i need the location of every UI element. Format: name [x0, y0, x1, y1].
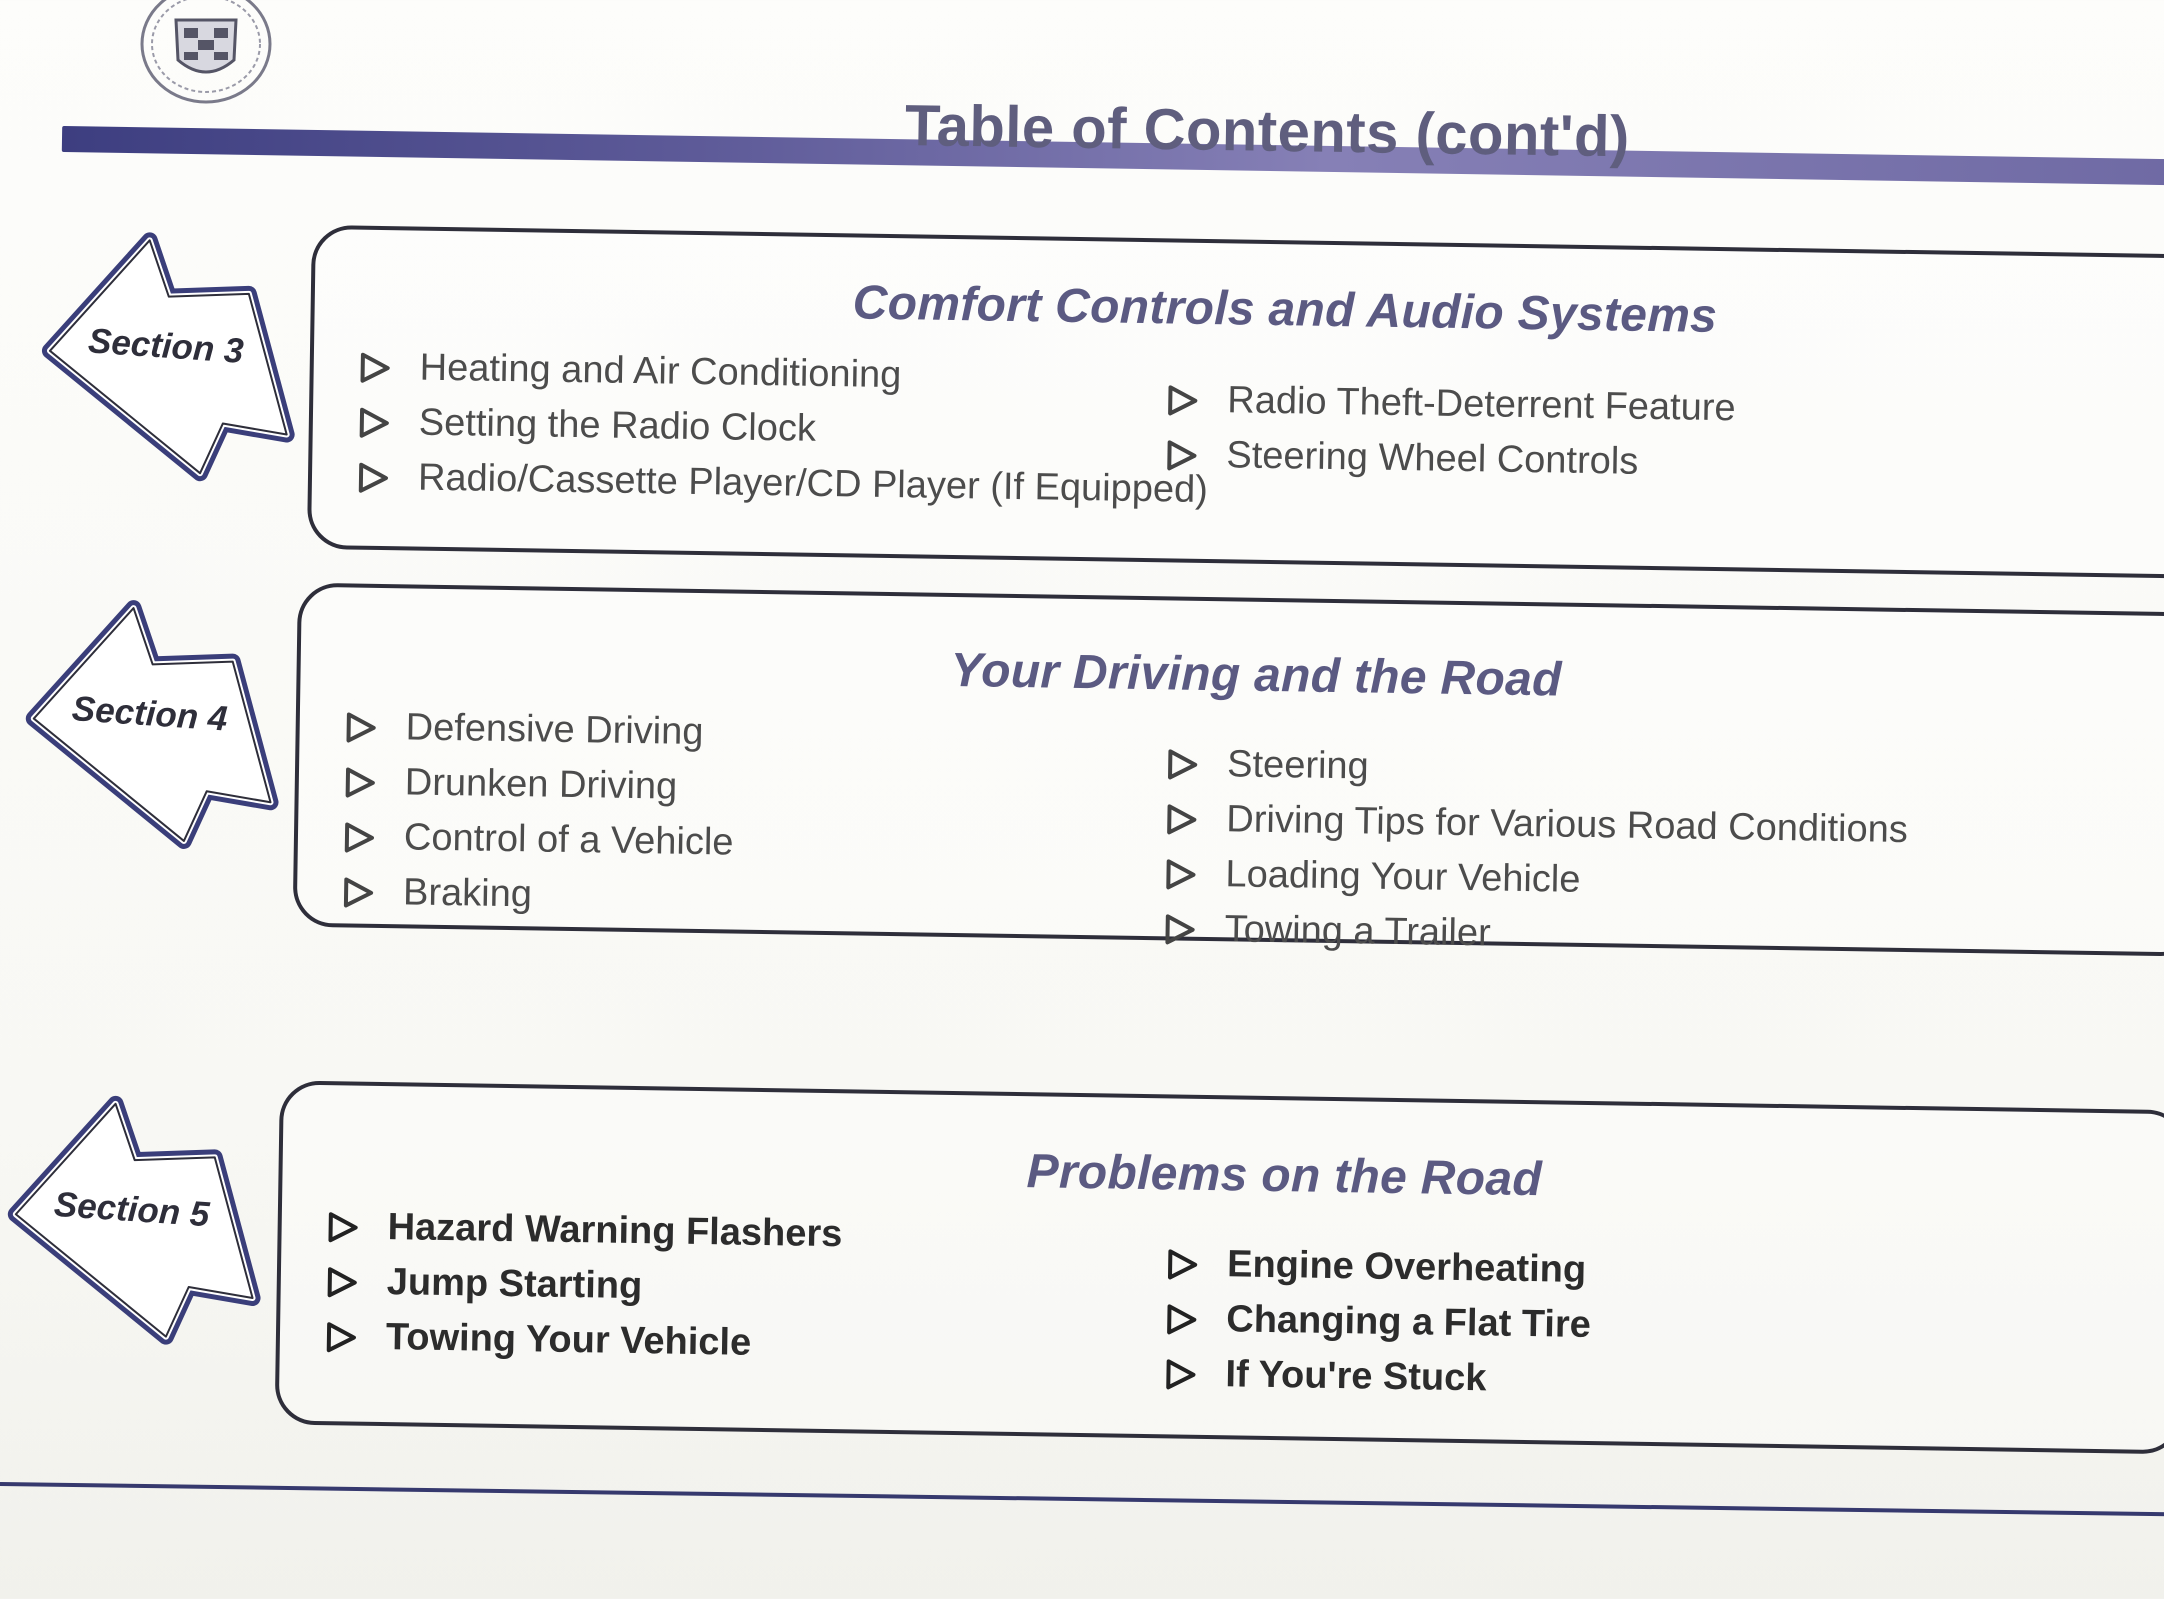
triangle-bullet-icon: [1163, 1357, 1198, 1392]
triangle-bullet-icon: [1163, 857, 1198, 892]
left-column: [356, 340, 1210, 518]
left-column: [341, 699, 736, 925]
triangle-bullet-icon: [1164, 438, 1199, 473]
toc-entry-label: Hazard Warning Flashers: [387, 1206, 843, 1256]
section-4: [0, 578, 2164, 955]
toc-entry-label: Engine Overheating: [1226, 1243, 1587, 1291]
right-column: [1163, 1236, 1592, 1408]
triangle-bullet-icon: [357, 350, 392, 385]
toc-entry-label: Towing a Trailer: [1224, 908, 1492, 955]
toc-entry[interactable]: [324, 1309, 842, 1372]
section-arrow-icon: [22, 600, 266, 834]
right-column: [1164, 372, 1736, 491]
toc-entry[interactable]: [1163, 1346, 1590, 1408]
page-title: Table of Contents (cont'd): [904, 93, 1631, 170]
toc-entry-label: Defensive Driving: [405, 706, 704, 754]
toc-entry[interactable]: [324, 1254, 842, 1317]
section-arrow-icon: [4, 1096, 248, 1330]
toc-entry-label: Heating and Air Conditioning: [419, 346, 902, 397]
toc-entry[interactable]: [1164, 427, 1735, 491]
triangle-bullet-icon: [1165, 1247, 1200, 1282]
toc-entry-label: Steering Wheel Controls: [1226, 434, 1639, 483]
section-heading: Your Driving and the Road: [950, 643, 1563, 707]
toc-entry[interactable]: [342, 809, 734, 870]
toc-entry-label: Jump Starting: [386, 1261, 643, 1308]
section-box: [293, 583, 2164, 957]
section-heading: Comfort Controls and Audio Systems: [852, 276, 1718, 343]
triangle-bullet-icon: [1164, 1302, 1199, 1337]
triangle-bullet-icon: [1164, 802, 1199, 837]
section-3: [0, 220, 2164, 512]
triangle-bullet-icon: [325, 1265, 360, 1300]
section-label: Section 4: [70, 689, 229, 739]
toc-entry-label: Towing Your Vehicle: [385, 1316, 752, 1364]
section-label: Section 3: [86, 321, 245, 371]
section-heading: Problems on the Road: [1026, 1145, 1543, 1207]
toc-entry-label: Changing a Flat Tire: [1226, 1298, 1592, 1347]
crest-emblem-icon: [138, 0, 274, 108]
toc-entry-label: Loading Your Vehicle: [1225, 853, 1581, 901]
toc-entry-label: Driving Tips for Various Road Conditions: [1226, 798, 1909, 851]
triangle-bullet-icon: [357, 405, 392, 440]
left-column: [324, 1199, 843, 1372]
toc-entry-label: Setting the Radio Clock: [418, 401, 817, 450]
toc-entry[interactable]: [342, 754, 734, 815]
triangle-bullet-icon: [343, 710, 378, 745]
triangle-bullet-icon: [325, 1210, 360, 1245]
triangle-bullet-icon: [1165, 383, 1200, 418]
section-5: [0, 1076, 2164, 1400]
triangle-bullet-icon: [1165, 747, 1200, 782]
triangle-bullet-icon: [1162, 912, 1197, 947]
section-arrow-icon: [38, 233, 282, 467]
toc-entry[interactable]: [1162, 901, 1906, 968]
toc-entry[interactable]: [1164, 1291, 1591, 1353]
toc-entry-label: Control of a Vehicle: [403, 816, 734, 864]
triangle-bullet-icon: [342, 820, 377, 855]
toc-entry-label: If You're Stuck: [1225, 1353, 1487, 1400]
right-column: [1162, 736, 1909, 968]
section-label: Section 5: [52, 1184, 211, 1235]
toc-entry[interactable]: [1165, 372, 1736, 436]
triangle-bullet-icon: [343, 765, 378, 800]
triangle-bullet-icon: [341, 875, 376, 910]
toc-entry-label: Radio/Cassette Player/CD Player (If Equipped): [417, 456, 1209, 512]
triangle-bullet-icon: [356, 460, 391, 495]
section-box: [275, 1080, 2164, 1454]
section-box: [307, 225, 2164, 579]
toc-entry[interactable]: [1165, 1236, 1592, 1298]
toc-entry[interactable]: [325, 1199, 843, 1262]
toc-entry[interactable]: [341, 864, 733, 925]
toc-entry-label: Steering: [1226, 743, 1370, 788]
toc-entry-label: Drunken Driving: [404, 761, 678, 808]
toc-entry-label: Radio Theft-Deterrent Feature: [1226, 379, 1736, 430]
toc-entry[interactable]: [343, 699, 735, 760]
bottom-rule: [0, 1482, 2164, 1516]
toc-entry-label: Braking: [402, 871, 533, 916]
triangle-bullet-icon: [324, 1320, 359, 1355]
